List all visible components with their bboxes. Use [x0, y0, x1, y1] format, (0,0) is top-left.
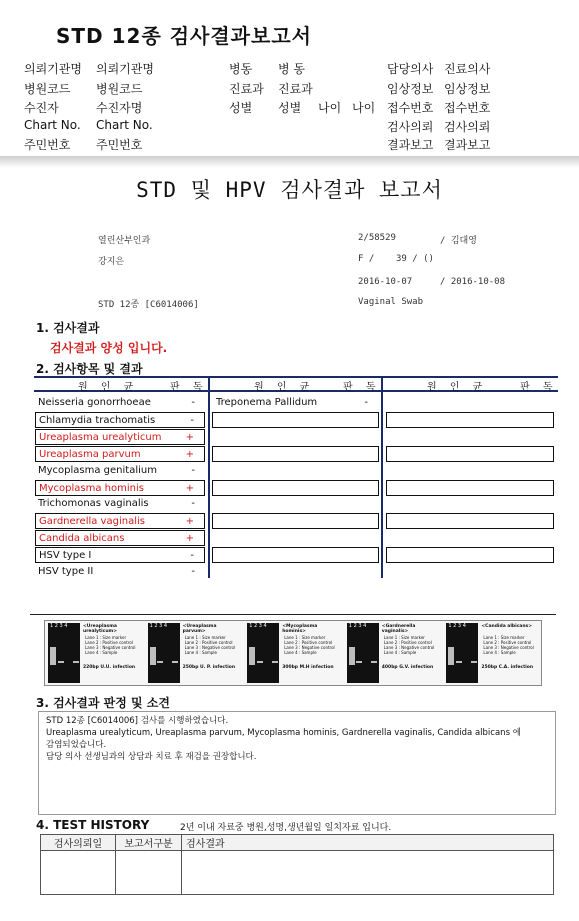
info-label: Chart No.: [24, 118, 81, 132]
result-row-trichomonas-vaginalis: [35, 496, 205, 512]
pathogen-name: Neisseria gonorrhoeae: [38, 397, 151, 408]
history-note: 2년 이내 자료중 병원,성명,생년월일 일치자료 입니다.: [180, 823, 392, 833]
section2-heading: 2. 검사항목 및 결과: [36, 362, 143, 376]
result-value: +: [185, 431, 194, 443]
gel-band-label: 400bp G.V. infection: [381, 665, 434, 670]
col-header-pathogen: 원 인 균: [427, 382, 488, 393]
pathogen-name: HSV type I: [39, 550, 92, 562]
report-date: / 2016-10-08: [440, 277, 506, 287]
info-value: 주민번호: [96, 138, 143, 152]
gel-legend-line: Lane 3 : Negative control: [284, 645, 335, 650]
pathogen-name: Candida albicans: [39, 533, 125, 545]
interpretation-line: Ureaplasma urealyticum, Ureaplasma parvum, Mycoplasma hominis, Gardnerella vaginalis, Candida albicans 에: [46, 728, 521, 738]
info-value: 병원코드: [96, 82, 143, 96]
history-cell: [41, 851, 116, 895]
info-label: 임상정보: [387, 82, 434, 96]
pathogen-name: Chlamydia trachomatis: [39, 414, 156, 426]
gel-lane-numbers: 1 2 3 4: [448, 623, 466, 629]
gel-band: [364, 661, 370, 663]
result-value: -: [190, 550, 194, 562]
result-row-treponema-pallidum: [214, 395, 378, 411]
col-header-pathogen: 원 인 균: [254, 382, 315, 393]
page-title: STD 12종 검사결과보고서: [56, 24, 312, 48]
gel-legend-line: Lane 2 : Positive control: [483, 640, 532, 645]
info-label: 접수번호: [387, 101, 434, 115]
test-name: STD 12종 [C6014006]: [98, 300, 199, 310]
gel-image: [48, 623, 80, 683]
pathogen-name: Ureaplasma parvum: [39, 448, 141, 460]
gel-legend-line: Lane 2 : Positive control: [284, 640, 333, 645]
gel-legend-line: Lane 1 : Size marker: [85, 635, 127, 640]
column-divider: [208, 376, 210, 578]
col-header-pathogen: 원 인 균: [78, 382, 139, 393]
gel-panel: [443, 621, 543, 685]
gel-legend-line: Lane 3 : Negative control: [483, 645, 534, 650]
gel-band: [150, 647, 156, 665]
gel-image: [148, 623, 180, 683]
gel-lane-numbers: 1 2 3 4: [249, 623, 267, 629]
info-value: 병 동: [278, 62, 305, 76]
interpretation-line: 담당 의사 선생님과의 상담과 치료 후 재검을 권장합니다.: [46, 752, 257, 762]
result-row-hsv-type-ii: [35, 564, 205, 580]
result-value: +: [185, 533, 194, 545]
info-label: 담당의사: [387, 62, 434, 76]
result-row-ureaplasma-parvum: [35, 446, 205, 462]
pathogen-name: Gardnerella vaginalis: [39, 516, 145, 528]
info-value: 진료의사: [444, 62, 491, 76]
interpretation-box: [38, 711, 556, 815]
gel-title: <Candida albicans>: [481, 624, 532, 629]
result-row-ureaplasma-urealyticum: [35, 429, 205, 445]
gel-title: <Mycoplasma hominis>: [282, 624, 318, 634]
info-label: 의뢰기관명: [24, 62, 82, 76]
result-row-chlamydia-trachomatis: [35, 412, 205, 428]
info-label: 병원코드: [24, 82, 71, 96]
gel-legend: [483, 635, 539, 655]
gel-band: [463, 661, 469, 663]
result-value: -: [364, 397, 368, 408]
info-label: 주민번호: [24, 138, 71, 152]
doctor-name: / 김대영: [440, 236, 477, 246]
empty-result-cell: [212, 513, 379, 529]
info-value: 수진자명: [96, 101, 143, 115]
empty-result-cell: [212, 412, 379, 428]
info-value: 검사의뢰: [444, 120, 491, 134]
gel-title: <Ureaplasma urealyticum>: [83, 624, 118, 634]
report-title: STD 및 HPV 검사결과 보고서: [136, 178, 443, 202]
pathogen-name: Ureaplasma urealyticum: [39, 431, 162, 443]
gel-panel: [145, 621, 245, 685]
history-table: [40, 834, 554, 895]
empty-result-cell: [386, 480, 554, 496]
gel-band: [471, 661, 477, 663]
gel-band: [349, 647, 355, 665]
gel-band: [448, 647, 454, 665]
gel-band: [371, 661, 377, 663]
gel-panel: [344, 621, 444, 685]
header-divider: [0, 156, 579, 168]
gel-band: [165, 661, 171, 663]
interpretation-line: STD 12종 [C6014006] 검사를 시행하였습니다.: [46, 716, 229, 726]
section1-heading: 1. 검사결과: [36, 321, 100, 335]
gel-legend-line: Lane 2 : Positive control: [383, 640, 432, 645]
gel-legend-line: Lane 4 : Sample: [284, 650, 317, 655]
result-value: -: [190, 414, 194, 426]
pathogen-name: Treponema Pallidum: [216, 397, 318, 408]
gel-band: [172, 661, 178, 663]
info-value: 결과보고: [444, 138, 491, 152]
result-value: -: [191, 566, 195, 577]
result-value: +: [185, 482, 194, 494]
result-value: -: [191, 498, 195, 510]
result-value: -: [191, 397, 195, 408]
interpretation-line: 감염되었습니다.: [46, 740, 107, 750]
gel-band: [272, 661, 278, 663]
pathogen-name: Mycoplasma genitalium: [38, 464, 157, 476]
col-header-result: 판 독: [343, 382, 381, 393]
info-label: 성별: [229, 101, 253, 115]
gel-figure-strip: [44, 620, 542, 686]
result-value: +: [185, 448, 194, 460]
gel-band: [58, 661, 64, 663]
gel-legend-line: Lane 4 : Sample: [483, 650, 516, 655]
info-value: 나이: [352, 101, 376, 115]
gel-legend-line: Lane 3 : Negative control: [85, 645, 136, 650]
sex: F /: [358, 254, 375, 264]
patient-id: 2/58529: [358, 233, 396, 243]
age: 39 / (): [396, 254, 434, 264]
gel-band: [264, 661, 270, 663]
column-divider: [381, 376, 383, 578]
patient-name: 강지은: [98, 257, 125, 267]
info-value: 임상정보: [444, 82, 491, 96]
gel-legend: [384, 635, 440, 655]
gel-band: [356, 661, 362, 663]
empty-result-cell: [386, 513, 554, 529]
empty-result-cell: [212, 446, 379, 462]
section4-heading: 4. TEST HISTORY: [36, 818, 150, 832]
gel-lane-numbers: 1 2 3 4: [149, 623, 168, 629]
gel-band-label: 220bp U.U. infection: [83, 665, 136, 670]
result-row-mycoplasma-genitalium: [35, 463, 205, 479]
clinic-name: 열린산부인과: [98, 236, 151, 246]
gel-image: [247, 623, 279, 683]
gel-legend: [284, 635, 340, 655]
history-col-type: 보고서구분: [116, 835, 182, 851]
gel-band: [50, 647, 56, 665]
gel-band: [456, 661, 462, 663]
gel-legend: [85, 635, 141, 655]
pathogen-name: HSV type II: [38, 566, 94, 577]
result-value: +: [185, 516, 194, 528]
result-row-hsv-type-i: [35, 547, 205, 563]
empty-result-cell: [386, 446, 554, 462]
result-row-candida-albicans: [35, 530, 205, 546]
gel-lane-numbers: 1 2 3 4: [50, 623, 68, 629]
history-col-result: 검사결과: [182, 835, 554, 851]
gel-title: <Gardnerella vaginalis>: [381, 624, 416, 634]
result-row-gardnerella-vaginalis: [35, 513, 205, 529]
info-value: 의뢰기관명: [96, 62, 154, 76]
gel-title: <Ureaplasma parvum>: [182, 624, 217, 634]
gel-legend-line: Lane 4 : Sample: [85, 650, 118, 655]
gel-band: [65, 661, 71, 663]
result-row-mycoplasma-hominis: [35, 480, 205, 496]
empty-result-cell: [386, 547, 554, 563]
result-row-neisseria-gonorrhoeae: [35, 395, 205, 411]
gel-legend: [185, 635, 241, 655]
gel-image: [347, 623, 379, 683]
info-value: 진료과: [278, 82, 313, 96]
info-label: 결과보고: [387, 138, 434, 152]
gel-band-label: 250bp C.A. infection: [481, 665, 534, 670]
history-cell: [182, 851, 554, 895]
gel-legend-line: Lane 1 : Size marker: [383, 635, 425, 640]
info-label: 나이: [318, 101, 342, 115]
gel-band-label: 300bp M.H infection: [282, 665, 334, 670]
section3-heading: 3. 검사결과 판정 및 소견: [36, 696, 170, 710]
info-value: 접수번호: [444, 101, 491, 115]
gel-legend-line: Lane 4 : Sample: [383, 650, 417, 655]
gel-lane-numbers: 1 2 3 4: [348, 623, 367, 629]
specimen: Vaginal Swab: [358, 297, 424, 307]
gel-legend-line: Lane 2 : Positive control: [184, 640, 233, 645]
gel-band: [73, 661, 79, 663]
info-label: 수진자: [24, 101, 59, 115]
result-summary: 검사결과 양성 입니다.: [50, 341, 168, 355]
gel-legend-line: Lane 1 : Size marker: [284, 635, 326, 640]
info-label: 병동: [229, 62, 253, 76]
gel-band: [249, 647, 255, 665]
pathogen-name: Trichomonas vaginalis: [38, 498, 149, 510]
gel-band: [157, 661, 163, 663]
empty-result-cell: [212, 547, 379, 563]
info-value: Chart No.: [96, 118, 153, 132]
gel-band: [257, 661, 263, 663]
divider: [30, 614, 556, 615]
gel-legend-line: Lane 1 : Size marker: [483, 635, 525, 640]
info-value: 성별: [278, 101, 302, 115]
history-col-date: 검사의뢰일: [41, 835, 116, 851]
gel-image: [446, 623, 478, 683]
gel-legend-line: Lane 3 : Negative control: [383, 645, 435, 650]
gel-band-label: 250bp U. P. infection: [182, 665, 236, 670]
info-label: 진료과: [229, 82, 264, 96]
result-value: -: [191, 464, 195, 476]
empty-result-cell: [212, 480, 379, 496]
gel-legend-line: Lane 1 : Size marker: [184, 635, 226, 640]
history-cell: [116, 851, 182, 895]
col-header-result: 판 독: [170, 382, 208, 393]
empty-result-cell: [386, 412, 554, 428]
gel-legend-line: Lane 4 : Sample: [184, 650, 217, 655]
pathogen-name: Mycoplasma hominis: [39, 482, 144, 494]
request-date: 2016-10-07: [358, 277, 413, 287]
gel-panel: [45, 621, 145, 685]
gel-legend-line: Lane 3 : Negative control: [184, 645, 236, 650]
info-label: 검사의뢰: [387, 120, 434, 134]
gel-panel: [244, 621, 344, 685]
gel-legend-line: Lane 2 : Positive control: [85, 640, 133, 645]
col-header-result: 판 독: [520, 382, 558, 393]
